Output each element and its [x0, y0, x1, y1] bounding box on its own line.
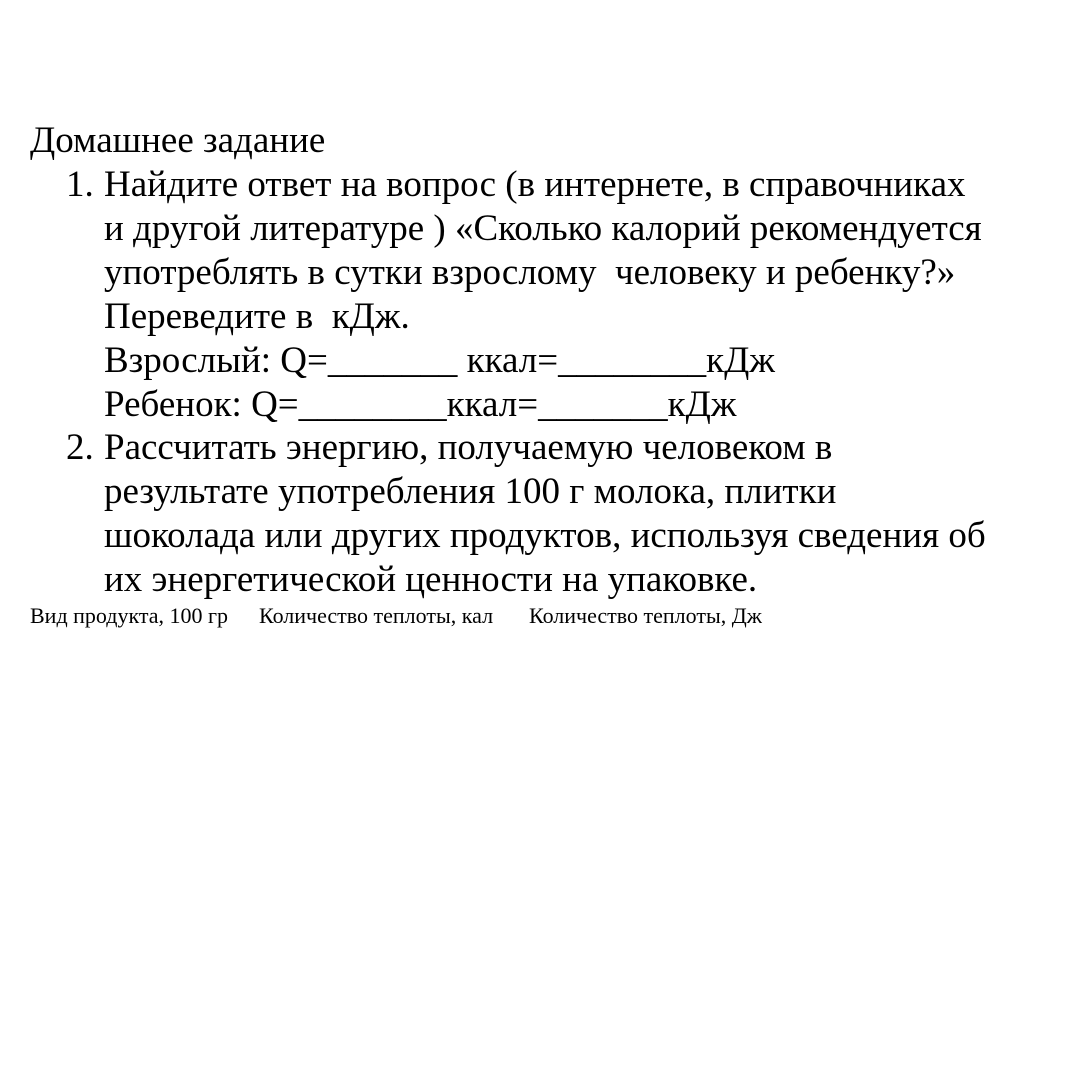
task-text-line: употреблять в сутки взрослому человеку и ребенку?» [104, 252, 956, 293]
document-title: Домашнее задание [30, 120, 326, 161]
product-table-header [30, 603, 762, 629]
task-text-line: Переведите в кДж. [104, 296, 410, 337]
child-answer-line: Ребенок: Q=________ккал=_______кДж [104, 384, 737, 425]
task-text-line: Рассчитать энергию, получаемую человеком в [104, 427, 833, 468]
table-header-cell: Вид продукта, 100 гр [30, 603, 229, 628]
task-text-line: шоколада или других продуктов, используя сведения об [104, 515, 986, 556]
adult-answer-line: Взрослый: Q=_______ ккал=________кДж [104, 340, 775, 381]
task-text-line: и другой литературе ) «Сколько калорий рекомендуется [104, 208, 982, 249]
task-text-line: результате употребления 100 г молока, плитки [104, 471, 837, 512]
table-header-cell: Количество теплоты, кал [259, 603, 494, 628]
table-header-cell: Количество теплоты, Дж [529, 603, 762, 628]
task-number: 2. [66, 427, 94, 468]
task-text-line: Найдите ответ на вопрос (в интернете, в справочниках [104, 164, 966, 205]
task-text-line: их энергетической ценности на упаковке. [104, 559, 758, 600]
task-number: 1. [66, 164, 94, 205]
